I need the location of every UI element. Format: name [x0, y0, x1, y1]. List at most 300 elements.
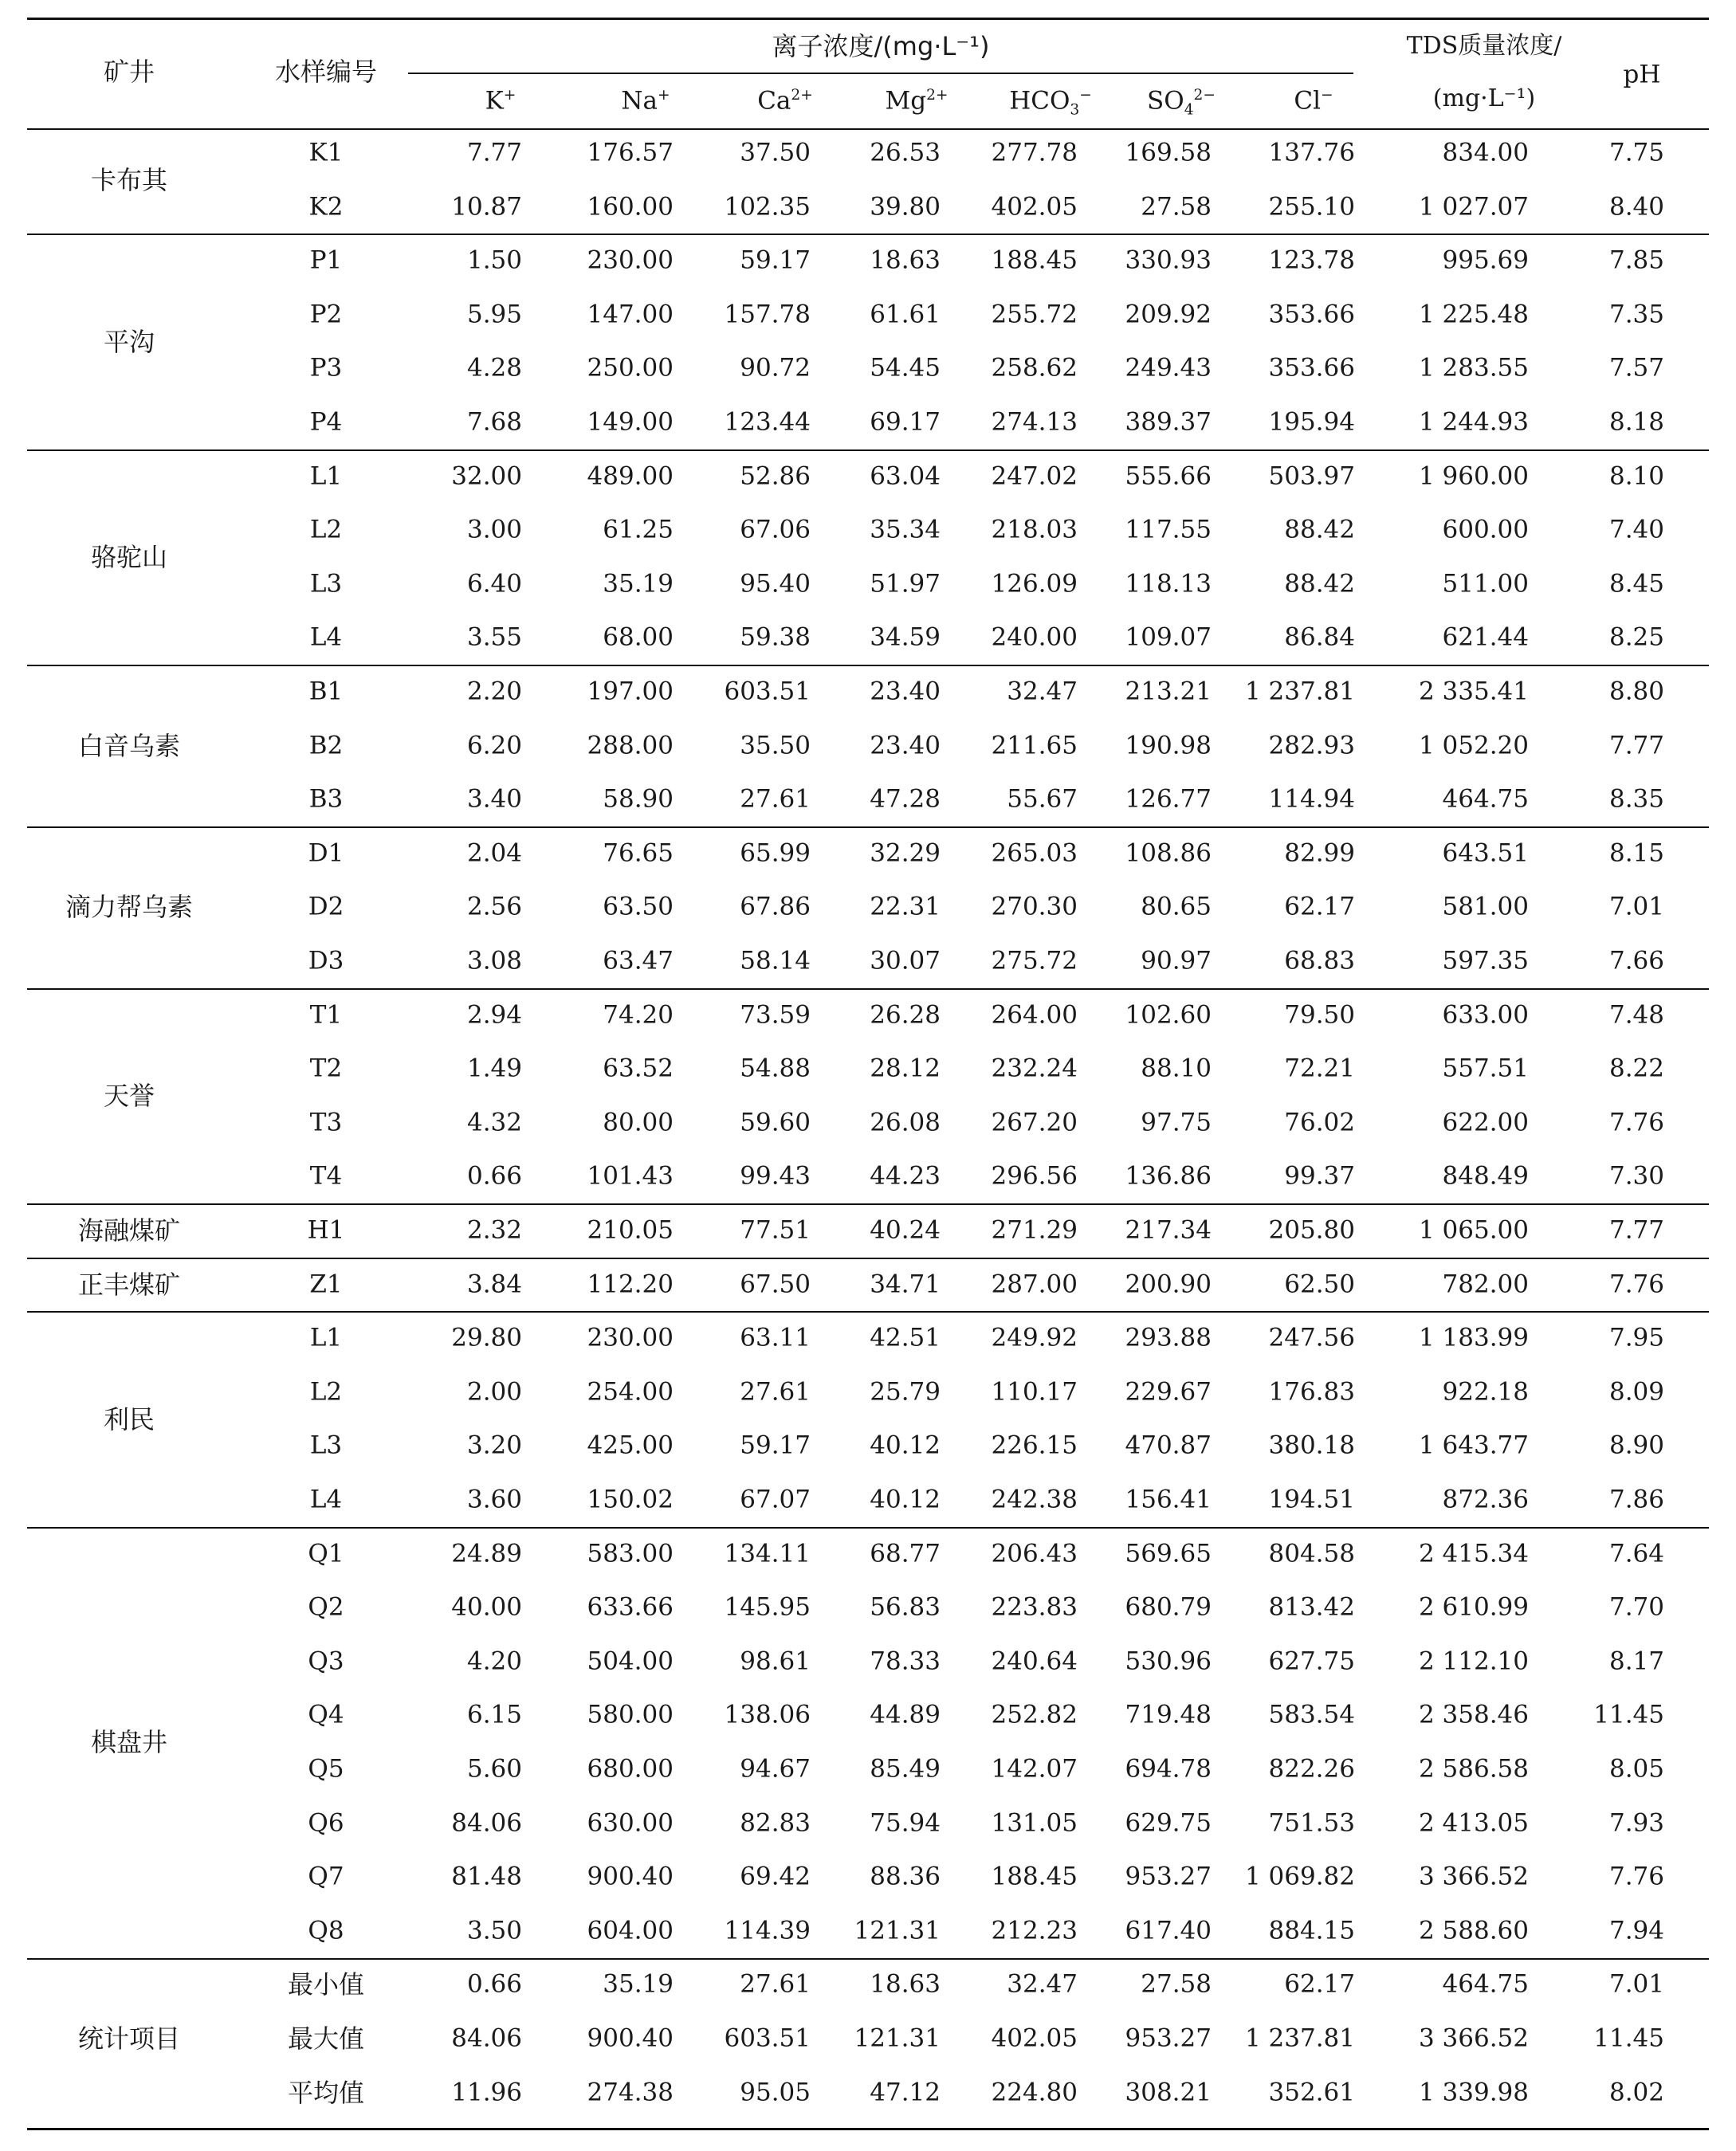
sample-id-cell: Q2	[308, 1592, 344, 1622]
value-cell: 7.95	[1608, 1323, 1664, 1352]
value-cell: 137.76	[1268, 138, 1355, 167]
value-cell: 142.07	[991, 1754, 1078, 1784]
value-cell: 126.77	[1125, 784, 1212, 814]
value-cell: 995.69	[1442, 245, 1529, 275]
value-cell: 2 112.10	[1418, 1647, 1529, 1676]
value-cell: 121.31	[854, 2023, 941, 2053]
value-cell: 1.50	[466, 245, 522, 275]
value-cell: 110.17	[991, 1377, 1078, 1407]
value-cell: 5.95	[466, 300, 522, 329]
value-cell: 3 366.52	[1418, 2023, 1529, 2053]
value-cell: 63.04	[870, 461, 941, 491]
value-cell: 39.80	[870, 192, 941, 222]
value-cell: 25.79	[870, 1377, 941, 1407]
value-cell: 255.72	[991, 300, 1078, 329]
value-cell: 131.05	[991, 1808, 1078, 1838]
value-cell: 18.63	[870, 1969, 941, 1999]
value-cell: 2.32	[466, 1215, 522, 1245]
value-cell: 330.93	[1125, 245, 1212, 275]
value-cell: 8.15	[1608, 838, 1664, 868]
value-cell: 1 643.77	[1418, 1431, 1529, 1460]
value-cell: 287.00	[991, 1270, 1078, 1299]
value-cell: 308.21	[1125, 2078, 1212, 2107]
value-cell: 2 415.34	[1418, 1539, 1529, 1568]
value-cell: 6.20	[466, 731, 522, 760]
value-cell: 112.20	[587, 1270, 674, 1299]
value-cell: 80.65	[1141, 892, 1212, 921]
value-cell: 99.37	[1284, 1161, 1355, 1191]
value-cell: 232.24	[991, 1054, 1078, 1083]
value-cell: 23.40	[870, 731, 941, 760]
value-cell: 169.58	[1125, 138, 1212, 167]
value-cell: 136.86	[1125, 1161, 1212, 1191]
value-cell: 900.40	[587, 2023, 674, 2053]
header-ion-na: Na+	[621, 86, 670, 116]
value-cell: 352.61	[1268, 2078, 1355, 2107]
value-cell: 2 588.60	[1418, 1916, 1529, 1945]
value-cell: 3.08	[466, 946, 522, 975]
value-cell: 511.00	[1442, 569, 1529, 599]
value-cell: 621.44	[1442, 622, 1529, 652]
value-cell: 40.24	[870, 1215, 941, 1245]
value-cell: 2 358.46	[1418, 1700, 1529, 1729]
header-mine: 矿井	[103, 57, 155, 87]
value-cell: 74.20	[603, 1000, 674, 1030]
sample-id-cell: L1	[309, 461, 343, 491]
value-cell: 26.08	[870, 1108, 941, 1137]
value-cell: 1 065.00	[1418, 1215, 1529, 1245]
sample-id-cell: Q7	[308, 1862, 344, 1891]
value-cell: 23.40	[870, 677, 941, 706]
value-cell: 583.00	[587, 1539, 674, 1568]
value-cell: 643.51	[1442, 838, 1529, 868]
group-separator-rule	[27, 826, 1709, 828]
value-cell: 217.34	[1125, 1215, 1212, 1245]
value-cell: 2.94	[466, 1000, 522, 1030]
value-cell: 27.61	[740, 1969, 811, 1999]
sample-id-cell: L4	[309, 622, 343, 652]
value-cell: 218.03	[991, 515, 1078, 544]
value-cell: 69.42	[740, 1862, 811, 1891]
mine-name-cell: 平沟	[103, 326, 155, 357]
value-cell: 249.43	[1125, 353, 1212, 383]
value-cell: 7.57	[1608, 353, 1664, 383]
value-cell: 2 335.41	[1418, 677, 1529, 706]
value-cell: 1 237.81	[1244, 2023, 1355, 2053]
value-cell: 7.94	[1608, 1916, 1664, 1945]
value-cell: 8.90	[1608, 1431, 1664, 1460]
value-cell: 24.89	[451, 1539, 522, 1568]
value-cell: 88.42	[1284, 515, 1355, 544]
value-cell: 900.40	[587, 1862, 674, 1891]
value-cell: 114.39	[724, 1916, 811, 1945]
sample-id-cell: K1	[308, 138, 344, 167]
mine-name-cell: 棋盘井	[90, 1727, 168, 1758]
value-cell: 270.30	[991, 892, 1078, 921]
sample-id-cell: D1	[308, 838, 344, 868]
value-cell: 11.96	[451, 2078, 522, 2107]
value-cell: 503.97	[1268, 461, 1355, 491]
value-cell: 121.31	[854, 1916, 941, 1945]
value-cell: 176.57	[587, 138, 674, 167]
value-cell: 35.19	[603, 569, 674, 599]
value-cell: 10.87	[451, 192, 522, 222]
value-cell: 884.15	[1268, 1916, 1355, 1945]
value-cell: 145.95	[724, 1592, 811, 1622]
value-cell: 176.83	[1268, 1377, 1355, 1407]
value-cell: 90.72	[740, 353, 811, 383]
header-ion-mg: $Mg^{2+}$	[885, 86, 949, 116]
value-cell: 29.80	[451, 1323, 522, 1352]
value-cell: 389.37	[1125, 407, 1212, 437]
value-cell: 44.23	[870, 1161, 941, 1191]
value-cell: 249.92	[991, 1323, 1078, 1352]
value-cell: 62.17	[1284, 1969, 1355, 1999]
value-cell: 88.10	[1141, 1054, 1212, 1083]
value-cell: 63.50	[603, 892, 674, 921]
group-separator-rule	[27, 234, 1709, 235]
sample-id-cell: 最大值	[287, 2023, 365, 2054]
value-cell: 7.76	[1608, 1862, 1664, 1891]
value-cell: 1 027.07	[1418, 192, 1529, 222]
value-cell: 138.06	[724, 1700, 811, 1729]
value-cell: 40.12	[870, 1485, 941, 1514]
value-cell: 197.00	[587, 677, 674, 706]
value-cell: 54.45	[870, 353, 941, 383]
value-cell: 470.87	[1125, 1431, 1212, 1460]
value-cell: 67.07	[740, 1485, 811, 1514]
mine-name-cell: 正丰煤矿	[77, 1269, 181, 1300]
value-cell: 149.00	[587, 407, 674, 437]
group-separator-rule	[27, 1958, 1709, 1960]
sample-id-cell: Q8	[308, 1916, 344, 1945]
value-cell: 42.51	[870, 1323, 941, 1352]
value-cell: 47.12	[870, 2078, 941, 2107]
value-cell: 1 339.98	[1418, 2078, 1529, 2107]
value-cell: 223.83	[991, 1592, 1078, 1622]
sample-id-cell: D2	[308, 892, 344, 921]
sample-id-cell: Q3	[308, 1647, 344, 1676]
value-cell: 147.00	[587, 300, 674, 329]
value-cell: 7.64	[1608, 1539, 1664, 1568]
value-cell: 11.45	[1593, 2023, 1664, 2053]
group-separator-rule	[27, 1258, 1709, 1259]
value-cell: 2.56	[466, 892, 522, 921]
header-rule	[27, 128, 1709, 130]
value-cell: 8.80	[1608, 677, 1664, 706]
value-cell: 242.38	[991, 1485, 1078, 1514]
value-cell: 94.67	[740, 1754, 811, 1784]
value-cell: 633.00	[1442, 1000, 1529, 1030]
value-cell: 1 052.20	[1418, 731, 1529, 760]
mine-name-cell: 卡布其	[90, 164, 168, 195]
header-ph: pH	[1623, 60, 1661, 89]
value-cell: 267.20	[991, 1108, 1078, 1137]
sample-id-cell: D3	[308, 946, 344, 975]
sample-id-cell: L3	[309, 1431, 343, 1460]
top-rule	[27, 18, 1709, 20]
value-cell: 7.40	[1608, 515, 1664, 544]
value-cell: 603.51	[724, 677, 811, 706]
value-cell: 254.00	[587, 1377, 674, 1407]
value-cell: 4.32	[466, 1108, 522, 1137]
value-cell: 229.67	[1125, 1377, 1212, 1407]
value-cell: 230.00	[587, 245, 674, 275]
value-cell: 680.00	[587, 1754, 674, 1784]
value-cell: 51.97	[870, 569, 941, 599]
value-cell: 85.49	[870, 1754, 941, 1784]
value-cell: 848.49	[1442, 1161, 1529, 1191]
value-cell: 22.31	[870, 892, 941, 921]
value-cell: 3 366.52	[1418, 1862, 1529, 1891]
value-cell: 55.67	[1007, 784, 1078, 814]
value-cell: 99.43	[740, 1161, 811, 1191]
value-cell: 206.43	[991, 1539, 1078, 1568]
value-cell: 54.88	[740, 1054, 811, 1083]
value-cell: 1 960.00	[1418, 461, 1529, 491]
value-cell: 37.50	[740, 138, 811, 167]
value-cell: 157.78	[724, 300, 811, 329]
header-ion-so: $SO_4^{2-}$	[1147, 86, 1216, 119]
value-cell: 73.59	[740, 1000, 811, 1030]
value-cell: 782.00	[1442, 1270, 1529, 1299]
value-cell: 226.15	[991, 1431, 1078, 1460]
value-cell: 7.66	[1608, 946, 1664, 975]
value-cell: 101.43	[587, 1161, 674, 1191]
value-cell: 8.40	[1608, 192, 1664, 222]
value-cell: 1 069.82	[1244, 1862, 1355, 1891]
value-cell: 34.59	[870, 622, 941, 652]
sample-id-cell: Q4	[308, 1700, 344, 1729]
value-cell: 77.51	[740, 1215, 811, 1245]
value-cell: 7.77	[1608, 1215, 1664, 1245]
value-cell: 160.00	[587, 192, 674, 222]
value-cell: 2.00	[466, 1377, 522, 1407]
value-cell: 7.68	[466, 407, 522, 437]
value-cell: 464.75	[1442, 784, 1529, 814]
value-cell: 240.00	[991, 622, 1078, 652]
sample-id-cell: H1	[307, 1215, 345, 1245]
mine-name-cell: 利民	[103, 1403, 155, 1435]
value-cell: 751.53	[1268, 1808, 1355, 1838]
value-cell: 353.66	[1268, 300, 1355, 329]
value-cell: 76.65	[603, 838, 674, 868]
header-ion-hco: $HCO_3^-$	[1009, 86, 1092, 119]
value-cell: 7.30	[1608, 1161, 1664, 1191]
value-cell: 188.45	[991, 1862, 1078, 1891]
value-cell: 288.00	[587, 731, 674, 760]
value-cell: 123.44	[724, 407, 811, 437]
value-cell: 32.47	[1007, 1969, 1078, 1999]
value-cell: 2.20	[466, 677, 522, 706]
value-cell: 265.03	[991, 838, 1078, 868]
sample-id-cell: Q5	[308, 1754, 344, 1784]
value-cell: 6.40	[466, 569, 522, 599]
value-cell: 63.11	[740, 1323, 811, 1352]
header-tds-line2: (mg·L⁻¹)	[1432, 84, 1536, 112]
value-cell: 78.33	[870, 1647, 941, 1676]
value-cell: 75.94	[870, 1808, 941, 1838]
value-cell: 627.75	[1268, 1647, 1355, 1676]
value-cell: 603.51	[724, 2023, 811, 2053]
value-cell: 35.50	[740, 731, 811, 760]
sample-id-cell: L3	[309, 569, 343, 599]
mine-name-cell: 骆驼山	[90, 542, 168, 572]
sample-id-cell: B3	[308, 784, 344, 814]
value-cell: 8.09	[1608, 1377, 1664, 1407]
value-cell: 63.52	[603, 1054, 674, 1083]
value-cell: 1 183.99	[1418, 1323, 1529, 1352]
value-cell: 604.00	[587, 1916, 674, 1945]
value-cell: 1 244.93	[1418, 407, 1529, 437]
sample-id-cell: 平均值	[287, 2077, 365, 2108]
sample-id-cell: P1	[309, 245, 343, 275]
sample-id-cell: P4	[309, 407, 343, 437]
value-cell: 822.26	[1268, 1754, 1355, 1784]
value-cell: 504.00	[587, 1647, 674, 1676]
value-cell: 109.07	[1125, 622, 1212, 652]
value-cell: 59.38	[740, 622, 811, 652]
value-cell: 7.01	[1608, 892, 1664, 921]
header-ion-k: K+	[485, 86, 516, 116]
value-cell: 7.86	[1608, 1485, 1664, 1514]
sample-id-cell: T1	[309, 1000, 343, 1030]
value-cell: 7.76	[1608, 1108, 1664, 1137]
mine-name-cell: 白音乌素	[77, 730, 181, 761]
value-cell: 3.20	[466, 1431, 522, 1460]
header-ion-group: 离子浓度/(mg·L⁻¹)	[772, 31, 990, 61]
value-cell: 76.02	[1284, 1108, 1355, 1137]
value-cell: 250.00	[587, 353, 674, 383]
value-cell: 81.48	[451, 1862, 522, 1891]
sample-id-cell: L2	[309, 1377, 343, 1407]
value-cell: 95.40	[740, 569, 811, 599]
value-cell: 114.94	[1268, 784, 1355, 814]
value-cell: 264.00	[991, 1000, 1078, 1030]
value-cell: 59.60	[740, 1108, 811, 1137]
header-ion-ca: $Ca^{2+}$	[757, 86, 813, 116]
value-cell: 7.77	[1608, 731, 1664, 760]
value-cell: 680.79	[1125, 1592, 1212, 1622]
value-cell: 150.02	[587, 1485, 674, 1514]
sample-id-cell: P3	[309, 353, 343, 383]
value-cell: 3.40	[466, 784, 522, 814]
sample-id-cell: P2	[309, 300, 343, 329]
value-cell: 8.45	[1608, 569, 1664, 599]
mine-name-cell: 统计项目	[77, 2023, 181, 2054]
value-cell: 557.51	[1442, 1054, 1529, 1083]
value-cell: 872.36	[1442, 1485, 1529, 1514]
value-cell: 32.29	[870, 838, 941, 868]
header-sample-id: 水样编号	[274, 57, 378, 87]
value-cell: 3.50	[466, 1916, 522, 1945]
value-cell: 569.65	[1125, 1539, 1212, 1568]
value-cell: 719.48	[1125, 1700, 1212, 1729]
value-cell: 3.00	[466, 515, 522, 544]
value-cell: 7.35	[1608, 300, 1664, 329]
sample-id-cell: T3	[309, 1108, 343, 1137]
value-cell: 3.84	[466, 1270, 522, 1299]
value-cell: 123.78	[1268, 245, 1355, 275]
value-cell: 8.25	[1608, 622, 1664, 652]
value-cell: 98.61	[740, 1647, 811, 1676]
value-cell: 2.04	[466, 838, 522, 868]
value-cell: 8.05	[1608, 1754, 1664, 1784]
value-cell: 58.90	[603, 784, 674, 814]
value-cell: 633.66	[587, 1592, 674, 1622]
sample-id-cell: L4	[309, 1485, 343, 1514]
value-cell: 530.96	[1125, 1647, 1212, 1676]
value-cell: 102.60	[1125, 1000, 1212, 1030]
value-cell: 293.88	[1125, 1323, 1212, 1352]
value-cell: 240.64	[991, 1647, 1078, 1676]
value-cell: 274.38	[587, 2078, 674, 2107]
value-cell: 67.86	[740, 892, 811, 921]
value-cell: 464.75	[1442, 1969, 1529, 1999]
value-cell: 580.00	[587, 1700, 674, 1729]
value-cell: 7.93	[1608, 1808, 1664, 1838]
value-cell: 275.72	[991, 946, 1078, 975]
value-cell: 82.99	[1284, 838, 1355, 868]
value-cell: 630.00	[587, 1808, 674, 1838]
value-cell: 190.98	[1125, 731, 1212, 760]
value-cell: 200.90	[1125, 1270, 1212, 1299]
value-cell: 0.66	[466, 1161, 522, 1191]
value-cell: 8.18	[1608, 407, 1664, 437]
value-cell: 126.09	[991, 569, 1078, 599]
value-cell: 18.63	[870, 245, 941, 275]
value-cell: 7.48	[1608, 1000, 1664, 1030]
sample-id-cell: Z1	[309, 1270, 343, 1299]
value-cell: 694.78	[1125, 1754, 1212, 1784]
value-cell: 68.77	[870, 1539, 941, 1568]
value-cell: 600.00	[1442, 515, 1529, 544]
value-cell: 30.07	[870, 946, 941, 975]
value-cell: 258.62	[991, 353, 1078, 383]
value-cell: 212.23	[991, 1916, 1078, 1945]
value-cell: 1 283.55	[1418, 353, 1529, 383]
value-cell: 40.12	[870, 1431, 941, 1460]
value-cell: 194.51	[1268, 1485, 1355, 1514]
value-cell: 6.15	[466, 1700, 522, 1729]
value-cell: 629.75	[1125, 1808, 1212, 1838]
sample-id-cell: 最小值	[287, 1969, 365, 2000]
value-cell: 95.05	[740, 2078, 811, 2107]
value-cell: 8.02	[1608, 2078, 1664, 2107]
value-cell: 88.42	[1284, 569, 1355, 599]
value-cell: 425.00	[587, 1431, 674, 1460]
value-cell: 28.12	[870, 1054, 941, 1083]
value-cell: 61.25	[603, 515, 674, 544]
value-cell: 11.45	[1593, 1700, 1664, 1729]
bottom-rule	[27, 2128, 1709, 2130]
mine-name-cell: 天誉	[103, 1081, 155, 1111]
value-cell: 7.70	[1608, 1592, 1664, 1622]
value-cell: 67.50	[740, 1270, 811, 1299]
sample-id-cell: Q6	[308, 1808, 344, 1838]
value-cell: 68.83	[1284, 946, 1355, 975]
value-cell: 0.66	[466, 1969, 522, 1999]
value-cell: 61.61	[870, 300, 941, 329]
value-cell: 156.41	[1125, 1485, 1212, 1514]
sample-id-cell: T4	[309, 1161, 343, 1191]
value-cell: 277.78	[991, 138, 1078, 167]
sample-id-cell: K2	[308, 192, 344, 222]
value-cell: 622.00	[1442, 1108, 1529, 1137]
value-cell: 62.17	[1284, 892, 1355, 921]
value-cell: 353.66	[1268, 353, 1355, 383]
value-cell: 44.89	[870, 1700, 941, 1729]
